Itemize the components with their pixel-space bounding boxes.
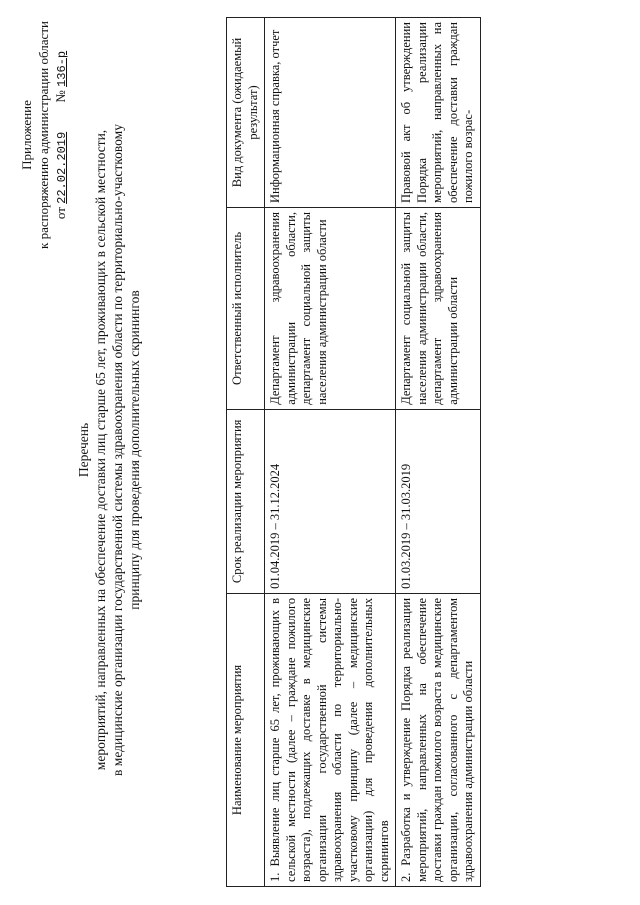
table-row (265, 18, 396, 887)
measure-period: 01.03.2019 – 31.03.2019 (396, 409, 481, 593)
header-period: Срок реализации мероприятия (227, 409, 265, 593)
header-name: Наименование мероприятия (227, 593, 265, 886)
measure-period: 01.04.2019 – 31.12.2024 (265, 409, 396, 593)
table-header-row (227, 18, 265, 887)
measure-result: Информационная справка, отчет (265, 18, 396, 208)
measure-name: 1. Выявление лиц старше 65 лет, проживающих в сельской местности (далее – граждане пожилого возраста), подлежащих доставке в медицинские организации государственной системы здравоохранения области по территориально-участковому принципу (далее – медицинские организации) для проведения дополнительных скринингов (265, 593, 396, 886)
header-responsible: Ответственный исполнитель (227, 208, 265, 410)
appendix-reference: к распоряжению администрации области (36, 21, 51, 249)
date-prefix: от (53, 207, 68, 220)
title-line-3: принципу для проведения дополнительных скринингов (127, 290, 142, 610)
order-date: 22.02.2019 (55, 131, 69, 204)
measure-responsible: Департамент социальной защиты населения администрации области, департамент здравоохранения администрации области (396, 208, 481, 410)
order-number: 136-р (55, 50, 69, 87)
appendix-date-number (52, 20, 71, 250)
measures-table (226, 17, 481, 887)
header-result: Вид документа (ожидаемый результат) (227, 18, 265, 208)
title-heading: Перечень (76, 422, 91, 478)
table-row (396, 18, 481, 887)
appendix-title: Приложение (19, 100, 34, 170)
number-prefix: № (53, 90, 68, 103)
appendix-block (18, 20, 71, 250)
document-title (75, 55, 143, 845)
measure-name: 2. Разработка и утверждение Порядка реализации мероприятий, направленных на обеспечение доставки граждан пожилого возраста в медицинские организации, согласованного с департаментом здравоохранения администрации области (396, 593, 481, 886)
measure-result: Правовой акт об утверждении Порядка реализации мероприятий, направленных на обеспечение доставки граждан пожилого возрас- (396, 18, 481, 208)
measure-responsible: Департамент здравоохранения администрации области, департамент социальной защиты населения администрации области (265, 208, 396, 410)
title-line-2: в медицинские организации государственной системы здравоохранения области по территориально-участковому (110, 124, 125, 776)
title-line-1: мероприятий, направленных на обеспечение доставки лиц старше 65 лет, проживающих в сельской местности, (93, 129, 108, 771)
